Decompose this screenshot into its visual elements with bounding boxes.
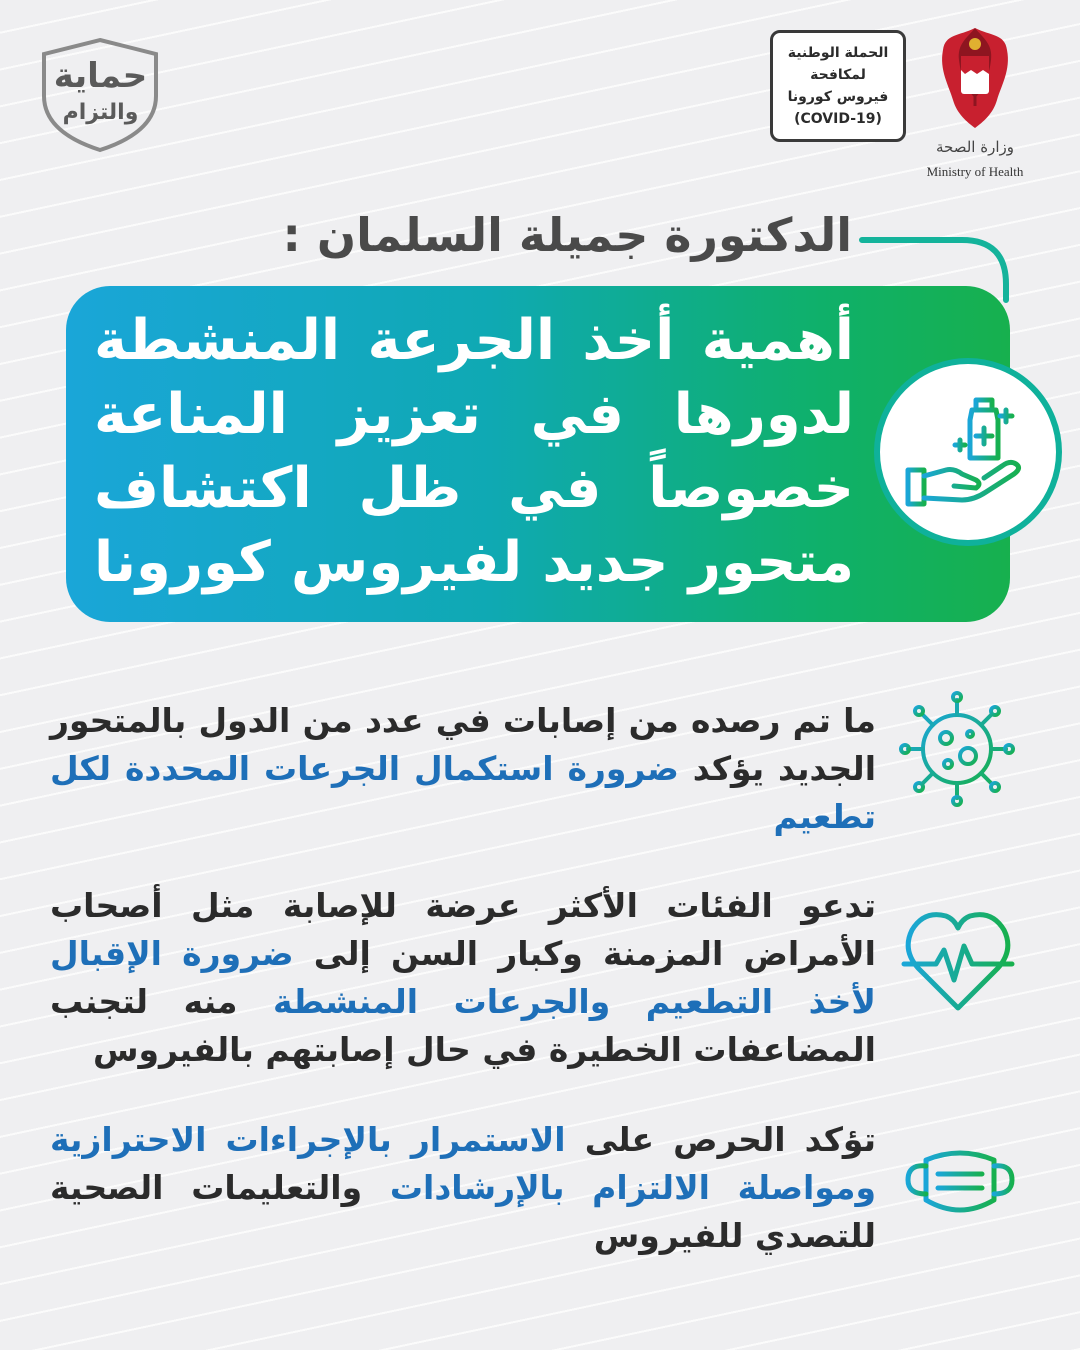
point-2-text-after: منه لتجنب المضاعفات الخطيرة في حال إصابتهم بالفيروس <box>50 982 876 1069</box>
ministry-arabic-name: وزارة الصحة <box>936 138 1014 156</box>
point-1-highlight: ضرورة استكمال الجرعات المحددة لكل تطعيم <box>50 749 876 836</box>
logo-text-himaya: حماية <box>53 56 148 96</box>
campaign-line-3: فيروس كورونا <box>787 89 889 105</box>
point-2-highlight: ضرورة الإقبال لأخذ التطعيم والجرعات المنشطة <box>50 934 876 1021</box>
face-mask-icon <box>904 1138 1016 1232</box>
point-2 <box>50 882 876 1074</box>
headline-line-1: أهمية أخذ الجرعة المنشطة <box>94 308 854 373</box>
speaker-heading: الدكتورة جميلة السلمان : <box>282 208 852 262</box>
point-3-highlight: الاستمرار بالإجراءات الاحترازية ومواصلة الالتزام بالإرشادات <box>50 1120 876 1207</box>
point-3-text-after: والتعليمات الصحية للتصدي للفيروس <box>50 1168 876 1255</box>
headline-text <box>94 304 854 600</box>
heartbeat-icon <box>900 906 1016 1018</box>
point-3-text: تؤكد الحرص على <box>565 1120 876 1159</box>
vaccine-hand-icon <box>902 386 1034 518</box>
headline-line-3: خصوصاً في ظل اكتشاف <box>94 456 854 521</box>
point-1 <box>50 697 876 841</box>
headline-line-4: متحور جديد لفيروس كورونا <box>94 530 854 595</box>
campaign-line-1: الحملة الوطنية <box>787 45 889 61</box>
virus-icon <box>898 690 1016 812</box>
ministry-english-name: Ministry of Health <box>926 164 1024 179</box>
vaccine-badge <box>874 358 1062 546</box>
point-1-text: ما تم رصده من إصابات في عدد من الدول بالمتحور الجديد يؤكد <box>50 701 877 788</box>
logo-text-iltizam: والتزام <box>62 100 139 125</box>
headline-line-2: لدورها في تعزيز المناعة <box>94 382 854 447</box>
campaign-line-4: (COVID-19) <box>794 111 882 127</box>
campaign-line-2: لمكافحة <box>810 67 866 83</box>
point-2-text: تدعو الفئات الأكثر عرضة للإصابة مثل أصحاب الأمراض المزمنة وكبار السن إلى <box>50 886 876 973</box>
point-3 <box>50 1116 876 1260</box>
